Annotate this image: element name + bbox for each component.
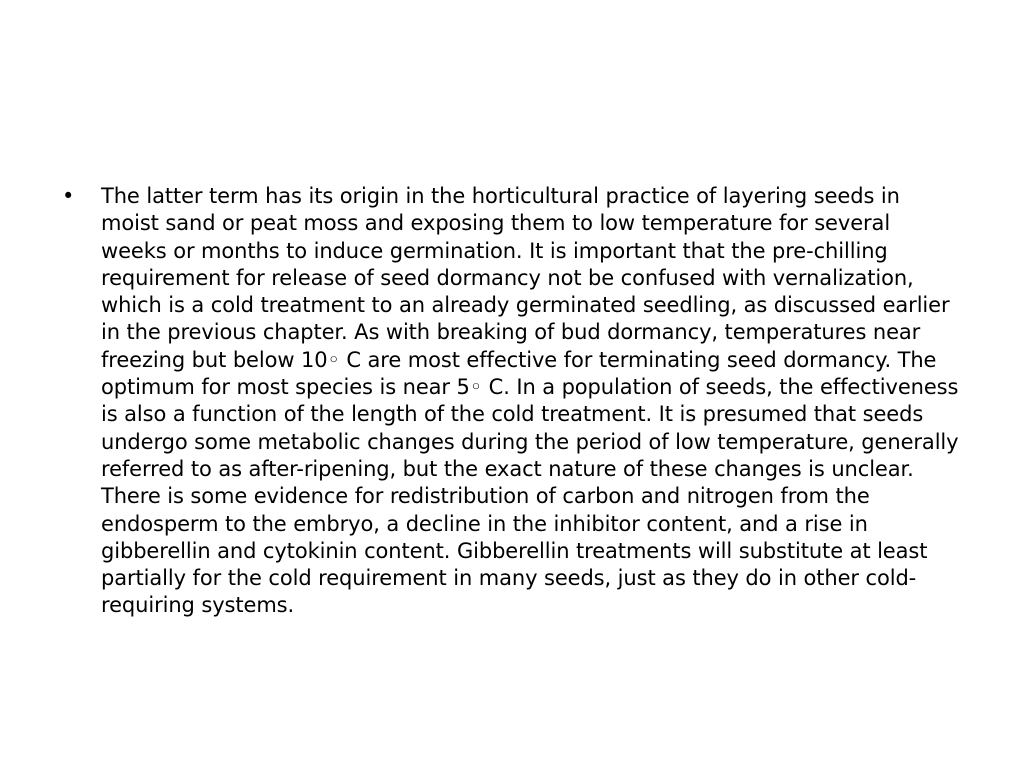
slide-body — [62, 183, 962, 620]
bullet-text: The latter term has its origin in the horticultural practice of layering seeds in moist sand or peat moss and exposing them to low temperature for several weeks or months to induce germination. It is important that the pre-chilling requirement for release of seed dormancy not be confused with vernalization, which is a cold treatment to an already germinated seedling, as discussed earlier in the previous chapter. As with breaking of bud dormancy, temperatures near freezing but below 10◦ C are most effective for terminating seed dormancy. The optimum for most species is near 5◦ C. In a population of seeds, the effectiveness is also a function of the length of the cold treatment. It is presumed that seeds undergo some metabolic changes during the period of low temperature, generally referred to as after-ripening, but the exact nature of these changes is unclear. There is some evidence for redistribution of carbon and nitrogen from the endosperm to the embryo, a decline in the inhibitor content, and a rise in gibberellin and cytokinin content. Gibberellin treatments will substitute at least partially for the cold requirement in many seeds, just as they do in other cold-requiring systems. — [101, 184, 959, 618]
bullet-icon: • — [62, 184, 75, 208]
bullet-item — [62, 183, 962, 620]
